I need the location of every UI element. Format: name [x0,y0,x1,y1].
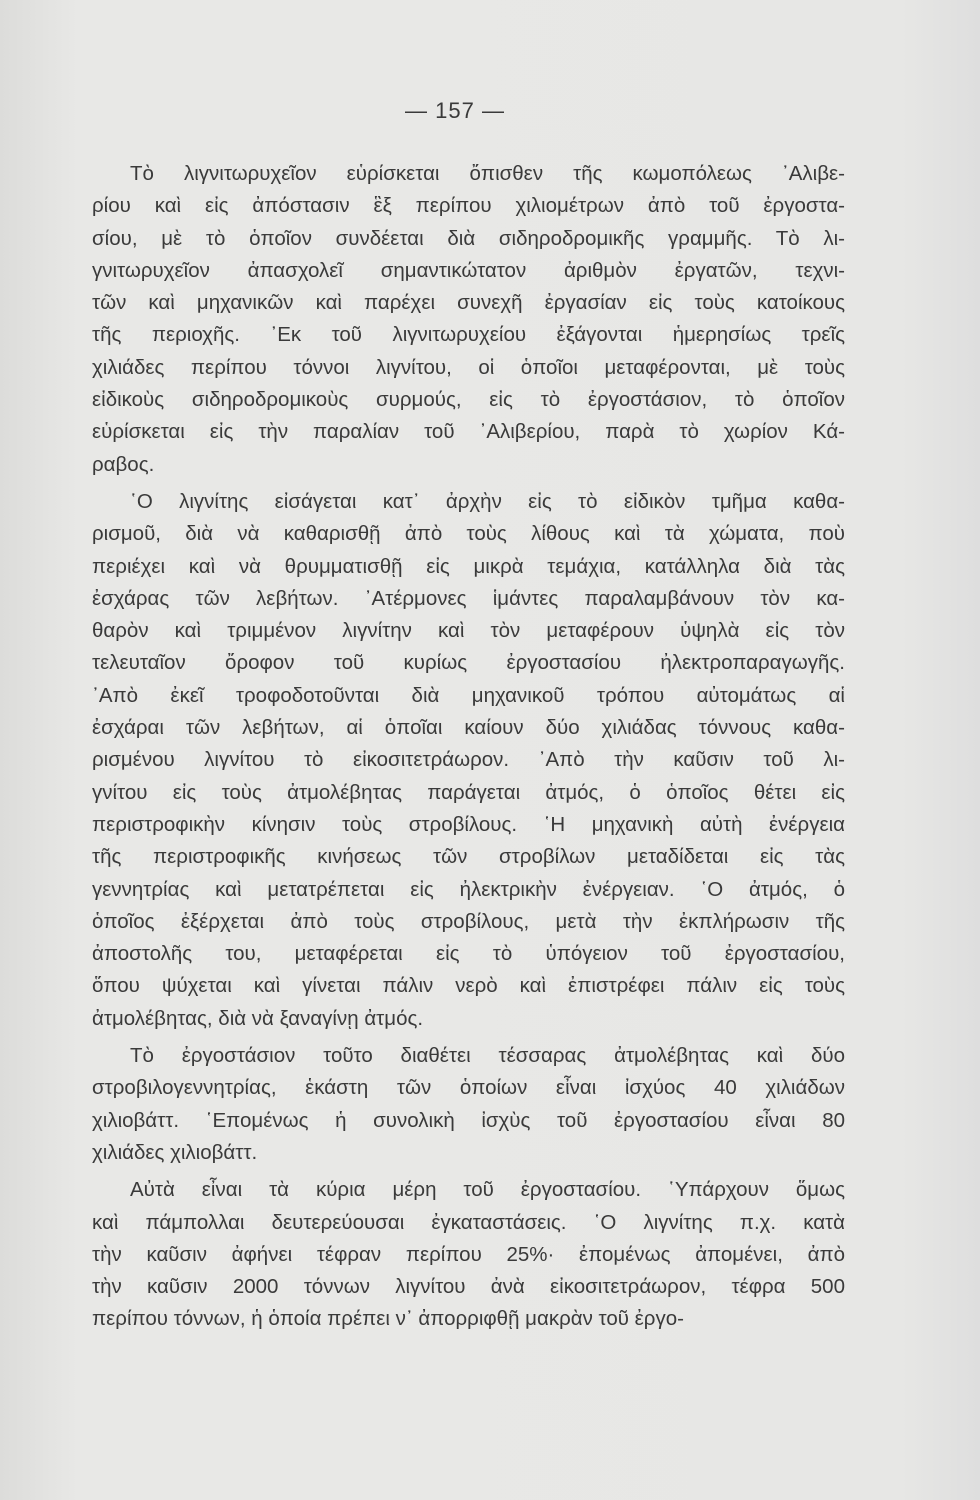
text-line: ρισμοῦ, διὰ νὰ καθαρισθῇ ἀπὸ τοὺς λίθους καὶ τὰ χώματα, ποὺ [92,522,845,546]
text-line: τῆς περιστροφικῆς κινήσεως τῶν στροβίλων μεταδίδεται εἰς τὰς [92,845,845,869]
text-line: ὅπου ψύχεται καὶ γίνεται πάλιν νερὸ καὶ ἐπιστρέφει πάλιν εἰς τοὺς [92,974,845,998]
text-line: χιλιάδες περίπου τόννοι λιγνίτου, οἱ ὁποῖοι μεταφέρονται, μὲ τοὺς [92,355,845,379]
text-line: χιλιοβάττ. ῾Επομένως ἡ συνολικὴ ἰσχὺς τοῦ ἐργοστασίου εἶναι 80 [92,1108,845,1132]
text-line: ραβος. [92,452,155,476]
text-line: στροβιλογεννητρίας, ἑκάστη τῶν ὁποίων εἶναι ἰσχύος 40 χιλιάδων [92,1076,845,1100]
text-line: ἐσχάρας τῶν λεβήτων. ᾽Ατέρμονες ἱμάντες παραλαμβάνουν τὸν κα- [92,586,845,610]
page-body-text [92,158,845,1341]
text-line: γνιτωρυχεῖον ἀπασχολεῖ σημαντικώτατον ἀριθμὸν ἐργατῶν, τεχνι- [92,258,845,282]
text-line: γνίτου εἰς τοὺς ἀτμολέβητας παράγεται ἀτμός, ὁ ὁποῖος θέτει εἰς [92,780,845,804]
text-line: περιέχει καὶ νὰ θρυμματισθῇ εἰς μικρὰ τεμάχια, κατάλληλα διὰ τὰς [92,554,845,578]
text-line: θαρὸν καὶ τριμμένον λιγνίτην καὶ τὸν μεταφέρουν ὑψηλὰ εἰς τὸν [92,619,845,643]
paragraph [92,1040,845,1169]
text-line: τῶν καὶ μηχανικῶν καὶ παρέχει συνεχῆ ἐργασίαν εἰς τοὺς κατοίκους [92,291,845,315]
text-line: Αὐτὰ εἶναι τὰ κύρια μέρη τοῦ ἐργοστασίου. ῾Υπάρχουν ὅμως [130,1178,845,1202]
text-line: ῾Ο λιγνίτης εἰσάγεται κατ᾽ ἀρχὴν εἰς τὸ εἰδικὸν τμῆμα καθα- [130,489,845,513]
paragraph [92,158,845,481]
text-line: χιλιάδες χιλιοβάττ. [92,1140,258,1164]
text-line: Τὸ λιγνιτωρυχεῖον εὑρίσκεται ὄπισθεν τῆς κωμοπόλεως ᾽Αλιβε- [130,162,845,185]
text-line: ὁποῖος ἐξέρχεται ἀπὸ τοὺς στροβίλους, μετὰ τὴν ἐκπλήρωσιν τῆς [92,909,845,933]
text-line: Τὸ ἐργοστάσιον τοῦτο διαθέτει τέσσαρας ἀτμολέβητας καὶ δύο [130,1044,845,1068]
text-line: σίου, μὲ τὸ ὁποῖον συνδέεται διὰ σιδηροδρομικῆς γραμμῆς. Τὸ λι- [92,226,845,250]
text-line: περιστροφικὴν κίνησιν τοὺς στροβίλους. ῾Η μηχανικὴ αὐτὴ ἐνέργεια [92,812,845,836]
text-line: καὶ πάμπολλαι δευτερεύουσαι ἐγκαταστάσεις. ῾Ο λιγνίτης π.χ. κατὰ [92,1210,845,1234]
paragraph [92,486,845,1035]
text-line: ἐσχάραι τῶν λεβήτων, αἱ ὁποῖαι καίουν δύο χιλιάδας τόννους καθα- [92,716,845,740]
text-line: ᾽Απὸ ἐκεῖ τροφοδοτοῦνται διὰ μηχανικοῦ τρόπου αὐτομάτως αἱ [92,683,845,707]
page-number: — 157 — [405,98,505,123]
text-line: ἀτμολέβητας, διὰ νὰ ξαναγίνῃ ἀτμός. [92,1006,424,1030]
text-line: περίπου τόννων, ἡ ὁποία πρέπει ν᾽ ἀπορριφθῇ μακρὰν τοῦ ἐργο- [92,1307,684,1331]
text-line: τελευταῖον ὄροφον τοῦ κυρίως ἐργοστασίου ἠλεκτροπαραγωγῆς. [92,651,845,675]
text-line: γεννητρίας καὶ μετατρέπεται εἰς ἠλεκτρικὴν ἐνέργειαν. ῾Ο ἀτμός, ὁ [92,877,845,901]
text-line: ἀποστολῆς του, μεταφέρεται εἰς τὸ ὑπόγειον τοῦ ἐργοστασίου, [92,942,845,966]
paragraph [92,1174,845,1335]
text-line: τὴν καῦσιν ἀφήνει τέφραν περίπου 25%· ἐπομένως ἀπομένει, ἀπὸ [92,1242,845,1266]
text-line: τὴν καῦσιν 2000 τόννων λιγνίτου ἀνὰ εἰκοσιτετράωρον, τέφρα 500 [92,1275,845,1299]
text-line: εὑρίσκεται εἰς τὴν παραλίαν τοῦ ᾽Αλιβερίου, παρὰ τὸ χωρίον Κά- [92,420,845,444]
text-line: ρίου καὶ εἰς ἀπόστασιν ἓξ περίπου χιλιομέτρων ἀπὸ τοῦ ἐργοστα- [92,194,845,218]
text-line: τῆς περιοχῆς. ᾽Εκ τοῦ λιγνιτωρυχείου ἐξάγονται ἡμερησίως τρεῖς [92,323,845,347]
text-line: ρισμένου λιγνίτου τὸ εἰκοσιτετράωρον. ᾽Απὸ τὴν καῦσιν τοῦ λι- [92,748,845,772]
text-line: εἰδικοὺς σιδηροδρομικοὺς συρμούς, εἰς τὸ ἐργοστάσιον, τὸ ὁποῖον [92,388,845,412]
